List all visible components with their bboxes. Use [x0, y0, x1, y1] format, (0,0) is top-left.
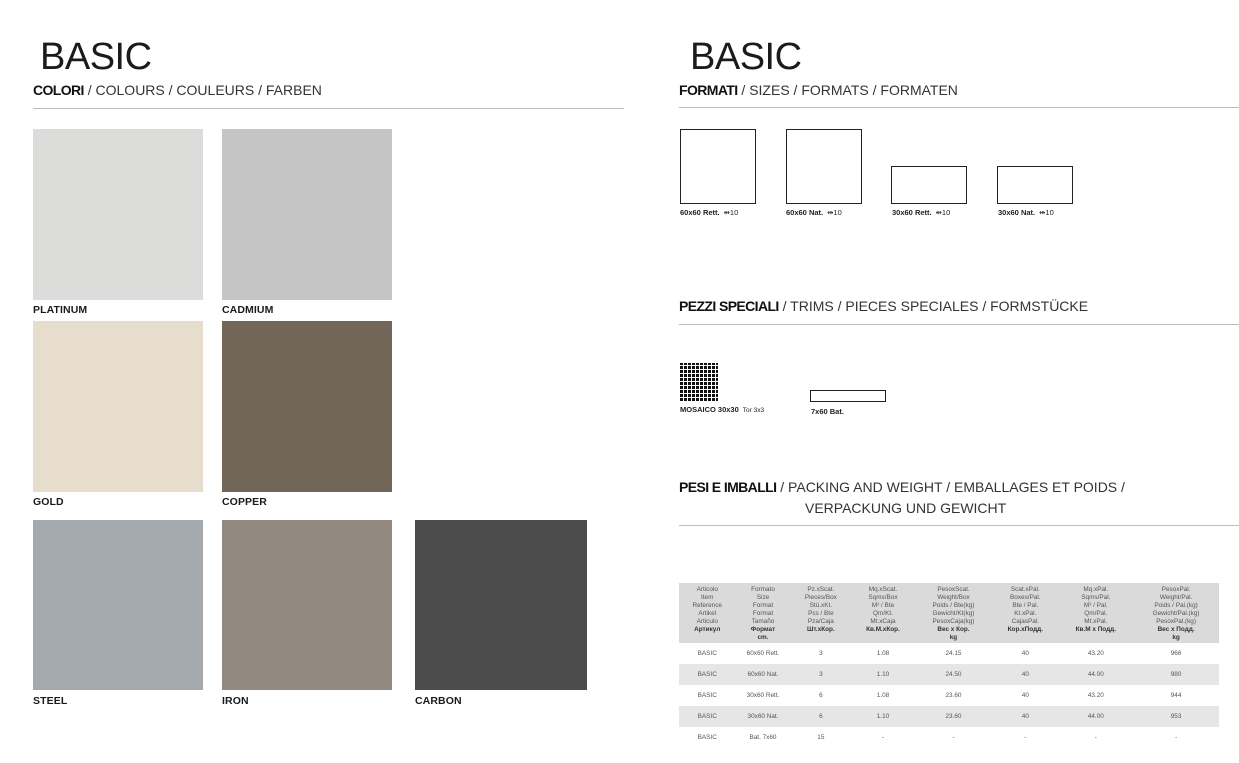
swatch-label: CARBON: [415, 695, 462, 707]
format-box-60x60-rett: [680, 129, 756, 204]
table-cell: 44.00: [1058, 664, 1133, 685]
thickness-label: ⇹10: [827, 208, 842, 217]
table-header-cell: PesoxScat. Weight/Box Poids / Bte(kg) Gewicht/Kt(kg) PesoxCaja(kg) Вес x Кор. kg: [915, 583, 992, 643]
table-cell: 40: [992, 664, 1058, 685]
right-page-title: BASIC: [690, 36, 802, 78]
thickness-label: ⇹10: [723, 208, 739, 217]
packing-divider: [679, 525, 1239, 526]
swatch-label: GOLD: [33, 496, 64, 508]
colours-heading-rest: / COLOURS / COULEURS / FARBEN: [83, 82, 322, 98]
format-box-60x60-nat: [786, 129, 862, 204]
trims-divider: [679, 324, 1239, 325]
table-cell: -: [1094, 734, 1097, 741]
table-cell: 1.08: [876, 650, 890, 657]
packing-table-wrap: [679, 583, 1219, 748]
format-box-30x60-nat: [997, 166, 1073, 204]
table-cell: 953: [1133, 706, 1219, 727]
packing-heading-rest: / PACKING AND WEIGHT / EMBALLAGES ET POIDS /: [776, 479, 1125, 495]
swatch-label: COPPER: [222, 496, 267, 508]
table-cell: 40: [1021, 650, 1029, 657]
table-row: [679, 685, 1219, 706]
format-label: 30x60 Nat. ⇹10: [998, 208, 1054, 217]
table-row: [679, 643, 1219, 664]
bat-trim-box: [810, 390, 886, 402]
table-cell: 23.60: [945, 692, 962, 699]
table-cell: 44.00: [1058, 706, 1133, 727]
table-cell: 24.15: [945, 650, 962, 657]
swatch-label: IRON: [222, 695, 249, 707]
table-cell: 60x60 Rett.: [746, 650, 780, 657]
table-cell: 3: [819, 650, 823, 657]
colours-heading: [33, 82, 322, 98]
table-cell: 6: [791, 706, 852, 727]
table-cell: 23.60: [915, 706, 992, 727]
swatch-carbon: [415, 520, 587, 690]
table-header-cell: Mq.xScat. Sqms/Box M² / Bte Qm/Kt. Mt.xCaja Кв.М.xКор.: [851, 583, 915, 643]
table-cell: -: [952, 734, 955, 741]
table-cell: BASIC: [679, 706, 735, 727]
swatch-iron: [222, 520, 392, 690]
swatch-label: STEEL: [33, 695, 68, 707]
table-cell: 944: [1170, 692, 1182, 699]
table-header-cell: PesoxPal. Weight/Pal. Poids / Pal.(kg) Gewicht/Pal.(kg) PesoxPal.(kg) Вес x Подд. kg: [1133, 583, 1219, 643]
table-cell: 30x60 Rett.: [746, 692, 780, 699]
table-cell: 43.20: [1087, 692, 1104, 699]
table-cell: 6: [819, 692, 823, 699]
trims-heading: [679, 298, 1088, 314]
table-cell: 980: [1133, 664, 1219, 685]
colours-heading-bold: COLORI: [33, 82, 84, 98]
swatch-gold: [33, 321, 203, 492]
formats-heading-bold: FORMATI: [679, 82, 738, 98]
format-label: 60x60 Nat. ⇹10: [786, 208, 842, 217]
format-box-30x60-rett: [891, 166, 967, 204]
thickness-label: ⇹10: [935, 208, 951, 217]
trims-heading-rest: / TRIMS / PIECES SPECIALES / FORMSTÜCKE: [778, 298, 1089, 314]
mosaic-note: Tor 3x3: [742, 407, 765, 414]
table-header-cell: Articolo Item Reference Artikel Articulo Артикул: [679, 583, 735, 643]
swatch-label: CADMIUM: [222, 304, 274, 316]
table-cell: 966: [1170, 650, 1182, 657]
formats-heading: [679, 82, 958, 98]
mosaic-label: MOSAICO 30x30 Tor 3x3: [680, 405, 765, 414]
table-header-cell: Mq.xPal. Sqms/Pal. M² / Pal. Qm/Pal. Mt.xPal. Кв.М x Подд.: [1058, 583, 1133, 643]
table-cell: 1.10: [851, 706, 915, 727]
table-cell: -: [1175, 734, 1178, 741]
packing-heading: [679, 479, 1125, 495]
table-cell: 43.20: [1087, 650, 1104, 657]
table-cell: 24.50: [915, 664, 992, 685]
table-cell: 40: [992, 706, 1058, 727]
table-cell: -: [1024, 734, 1027, 741]
table-cell: 15: [817, 734, 825, 741]
thickness-label: ⇹10: [1039, 208, 1054, 217]
table-cell: 1.10: [851, 664, 915, 685]
table-cell: 1.08: [876, 692, 890, 699]
table-cell: 30x60 Nat.: [735, 706, 790, 727]
table-cell: BASIC: [697, 650, 717, 657]
swatch-platinum: [33, 129, 203, 300]
packing-table-header: [679, 583, 1219, 643]
colours-divider: [33, 108, 624, 109]
table-row: [679, 664, 1219, 685]
table-cell: -: [881, 734, 885, 741]
format-label: 60x60 Rett. ⇹10: [680, 208, 739, 217]
trims-heading-bold: PEZZI SPECIALI: [679, 298, 779, 314]
table-header-cell: Pz.xScat. Pieces/Box Stü.xKt. Pcs / Bte Pza/Caja Шт.xКор.: [791, 583, 852, 643]
table-cell: 60x60 Nat.: [735, 664, 790, 685]
formats-heading-rest: / SIZES / FORMATS / FORMATEN: [737, 82, 958, 98]
table-cell: Bat. 7x60: [749, 734, 777, 741]
packing-table: [679, 583, 1219, 748]
swatch-steel: [33, 520, 203, 690]
bat-trim-label: 7x60 Bat.: [811, 407, 844, 416]
swatch-copper: [222, 321, 392, 492]
table-header-cell: Scat.xPal. Boxes/Pal. Bte / Pal. Kt.xPal. CajasPal. Кор.xПодд.: [992, 583, 1058, 643]
table-cell: BASIC: [697, 692, 717, 699]
swatch-cadmium: [222, 129, 392, 300]
mosaic-tile: [680, 363, 718, 401]
table-cell: 3: [791, 664, 852, 685]
swatch-label: PLATINUM: [33, 304, 88, 316]
packing-heading-bold: PESI E IMBALLI: [679, 479, 777, 495]
table-header-cell: Formato Size Format Format Tamaño Формат cm.: [735, 583, 790, 643]
table-cell: 40: [1021, 692, 1029, 699]
table-cell: BASIC: [697, 734, 717, 741]
packing-heading-line2: VERPACKUNG UND GEWICHT: [805, 500, 1007, 516]
left-page-title: BASIC: [40, 36, 152, 78]
format-label: 30x60 Rett. ⇹10: [892, 208, 951, 217]
formats-divider: [679, 107, 1239, 108]
table-cell: BASIC: [679, 664, 735, 685]
table-row: [679, 706, 1219, 727]
table-row: [679, 727, 1219, 748]
